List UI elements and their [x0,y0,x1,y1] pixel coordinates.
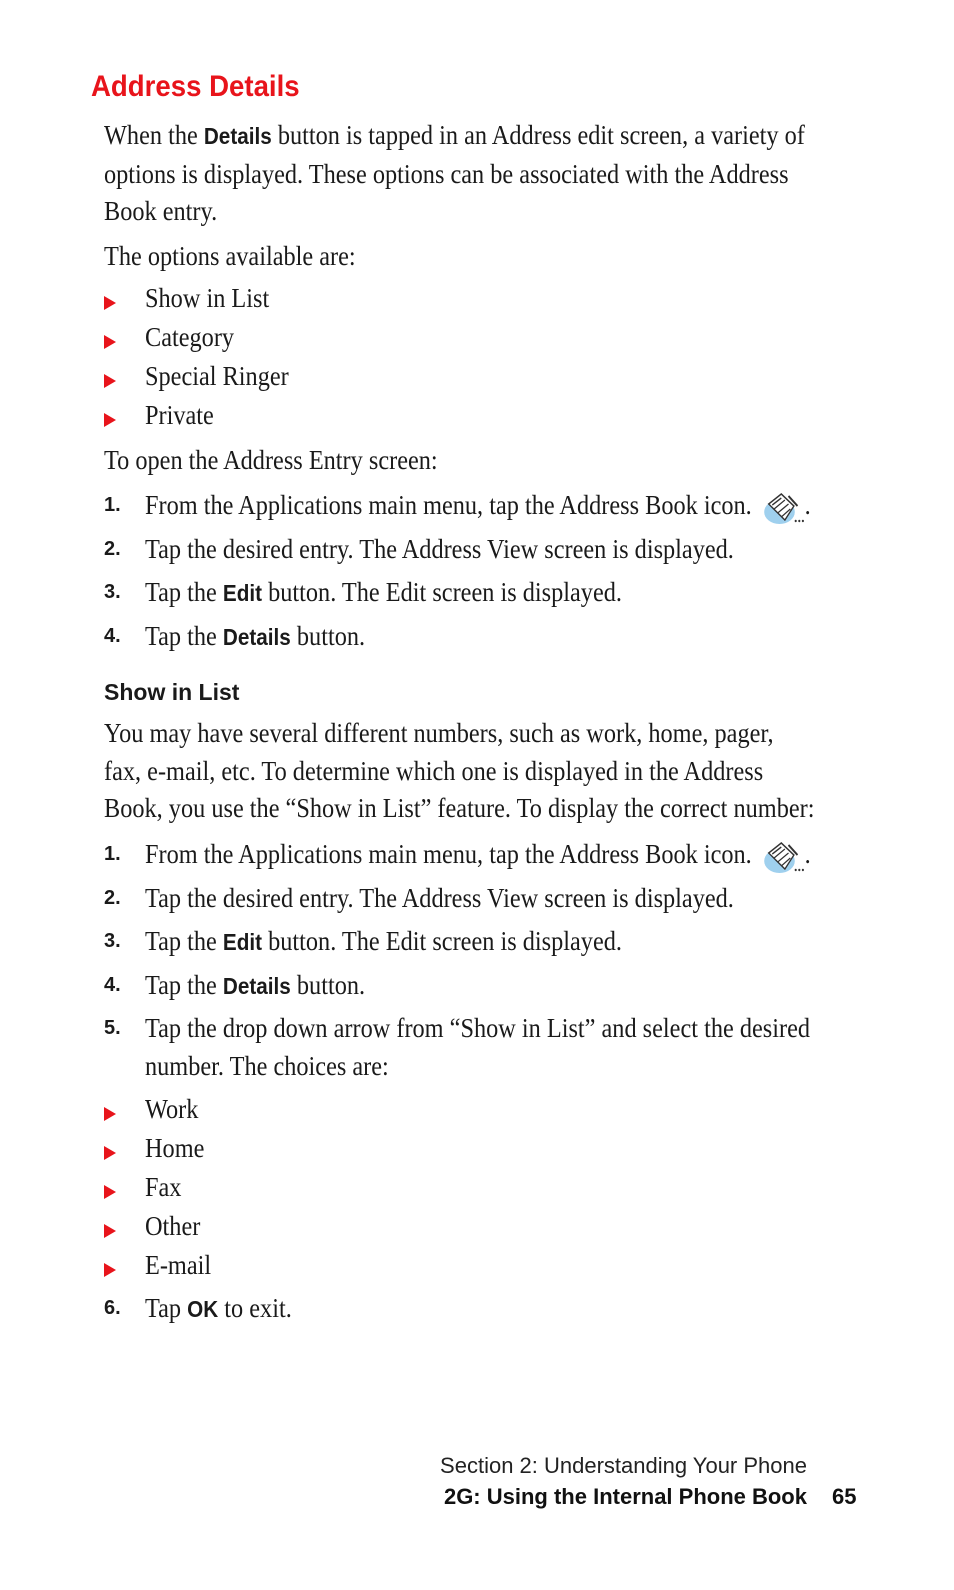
step-text-bold: Details [222,973,291,999]
open-intro: To open the Address Entry screen: [104,445,438,475]
choice-item: Other [145,1211,201,1241]
bullet-arrow-icon [104,296,116,310]
step-text-post: button. The Edit screen is displayed. [262,926,622,956]
step-number: 3. [104,930,121,952]
step-number: 3. [104,581,121,603]
step-text [145,923,622,960]
step-text [145,487,811,526]
step-text-bold: Edit [222,929,263,955]
bullet-arrow-icon [104,1263,116,1277]
bullet-arrow-icon [104,1185,116,1199]
intro-text-bold: Details [203,123,272,149]
step-text-pre: From the Applications main menu, tap the Address Book icon. [145,490,758,520]
step-text-pre: Tap [145,1293,188,1323]
step-text-post: button. [290,970,366,1000]
choice-item: Work [145,1094,199,1124]
step-text: Tap the desired entry. The Address View screen is displayed. [145,883,734,913]
choice-item: Home [145,1133,205,1163]
step-text-post: button. The Edit screen is displayed. [262,577,622,607]
option-item: Private [145,400,214,430]
intro-paragraph [104,117,815,231]
step-text [145,618,365,655]
step-text-pre: Tap the [145,926,223,956]
bullet-arrow-icon [104,1146,116,1160]
step-text-post: . [804,490,811,520]
step-text-bold: OK [187,1296,219,1322]
address-book-icon [761,839,804,875]
step-number: 1. [104,494,121,516]
step-text: Tap the drop down arrow from “Show in List” and select the desired [145,1013,811,1043]
step-number: 1. [104,843,121,865]
step-text-pre: Tap the [145,970,223,1000]
step-text [145,836,811,875]
page-number: 65 [832,1484,857,1509]
step-text-pre: Tap the [145,621,223,651]
step-text [145,967,365,1004]
step-text-post: button. [290,621,366,651]
step-text-bold: Edit [222,580,263,606]
step-text-bold: Details [222,624,291,650]
step-text-post: to exit. [218,1293,292,1323]
option-item: Category [145,322,235,352]
step-text-pre: From the Applications main menu, tap the Address Book icon. [145,839,758,869]
bullet-arrow-icon [104,1107,116,1121]
step-text: Tap the desired entry. The Address View screen is displayed. [145,534,734,564]
section-subheading: Show in List [104,679,240,705]
footer-chapter: 2G: Using the Internal Phone Book [443,1484,807,1509]
address-book-icon [761,490,804,526]
option-item: Special Ringer [145,361,289,391]
step-number: 4. [104,625,121,647]
footer-section: Section 2: Understanding Your Phone [440,1453,807,1478]
bullet-arrow-icon [104,374,116,388]
step-text-pre: Tap the [145,577,223,607]
bullet-arrow-icon [104,1224,116,1238]
intro-text-post: button is tapped in an Address edit screen, a variety of options is displayed. These options can be associated with the Address Book entry. [104,120,805,226]
step-text-post: . [804,839,811,869]
choice-item: Fax [145,1172,182,1202]
choice-item: E-mail [145,1250,212,1280]
step-number: 4. [104,974,121,996]
step-number: 2. [104,887,121,909]
option-item: Show in List [145,283,270,313]
step-text [145,1290,292,1327]
options-intro: The options available are: [104,241,356,271]
step-number: 2. [104,538,121,560]
bullet-arrow-icon [104,413,116,427]
step-number: 6. [104,1297,121,1319]
intro-text-pre: When the [104,120,204,150]
step-text [145,574,622,611]
step-text-continued: number. The choices are: [145,1051,389,1081]
bullet-arrow-icon [104,335,116,349]
page-title: Address Details [91,70,300,103]
step-number: 5. [104,1017,121,1039]
show-in-list-paragraph: You may have several different numbers, such as work, home, pager, fax, e-mail, etc. To determine which one is displayed in the Address Book, you use the “Show in List” feature. To display the correct number: [104,718,815,823]
